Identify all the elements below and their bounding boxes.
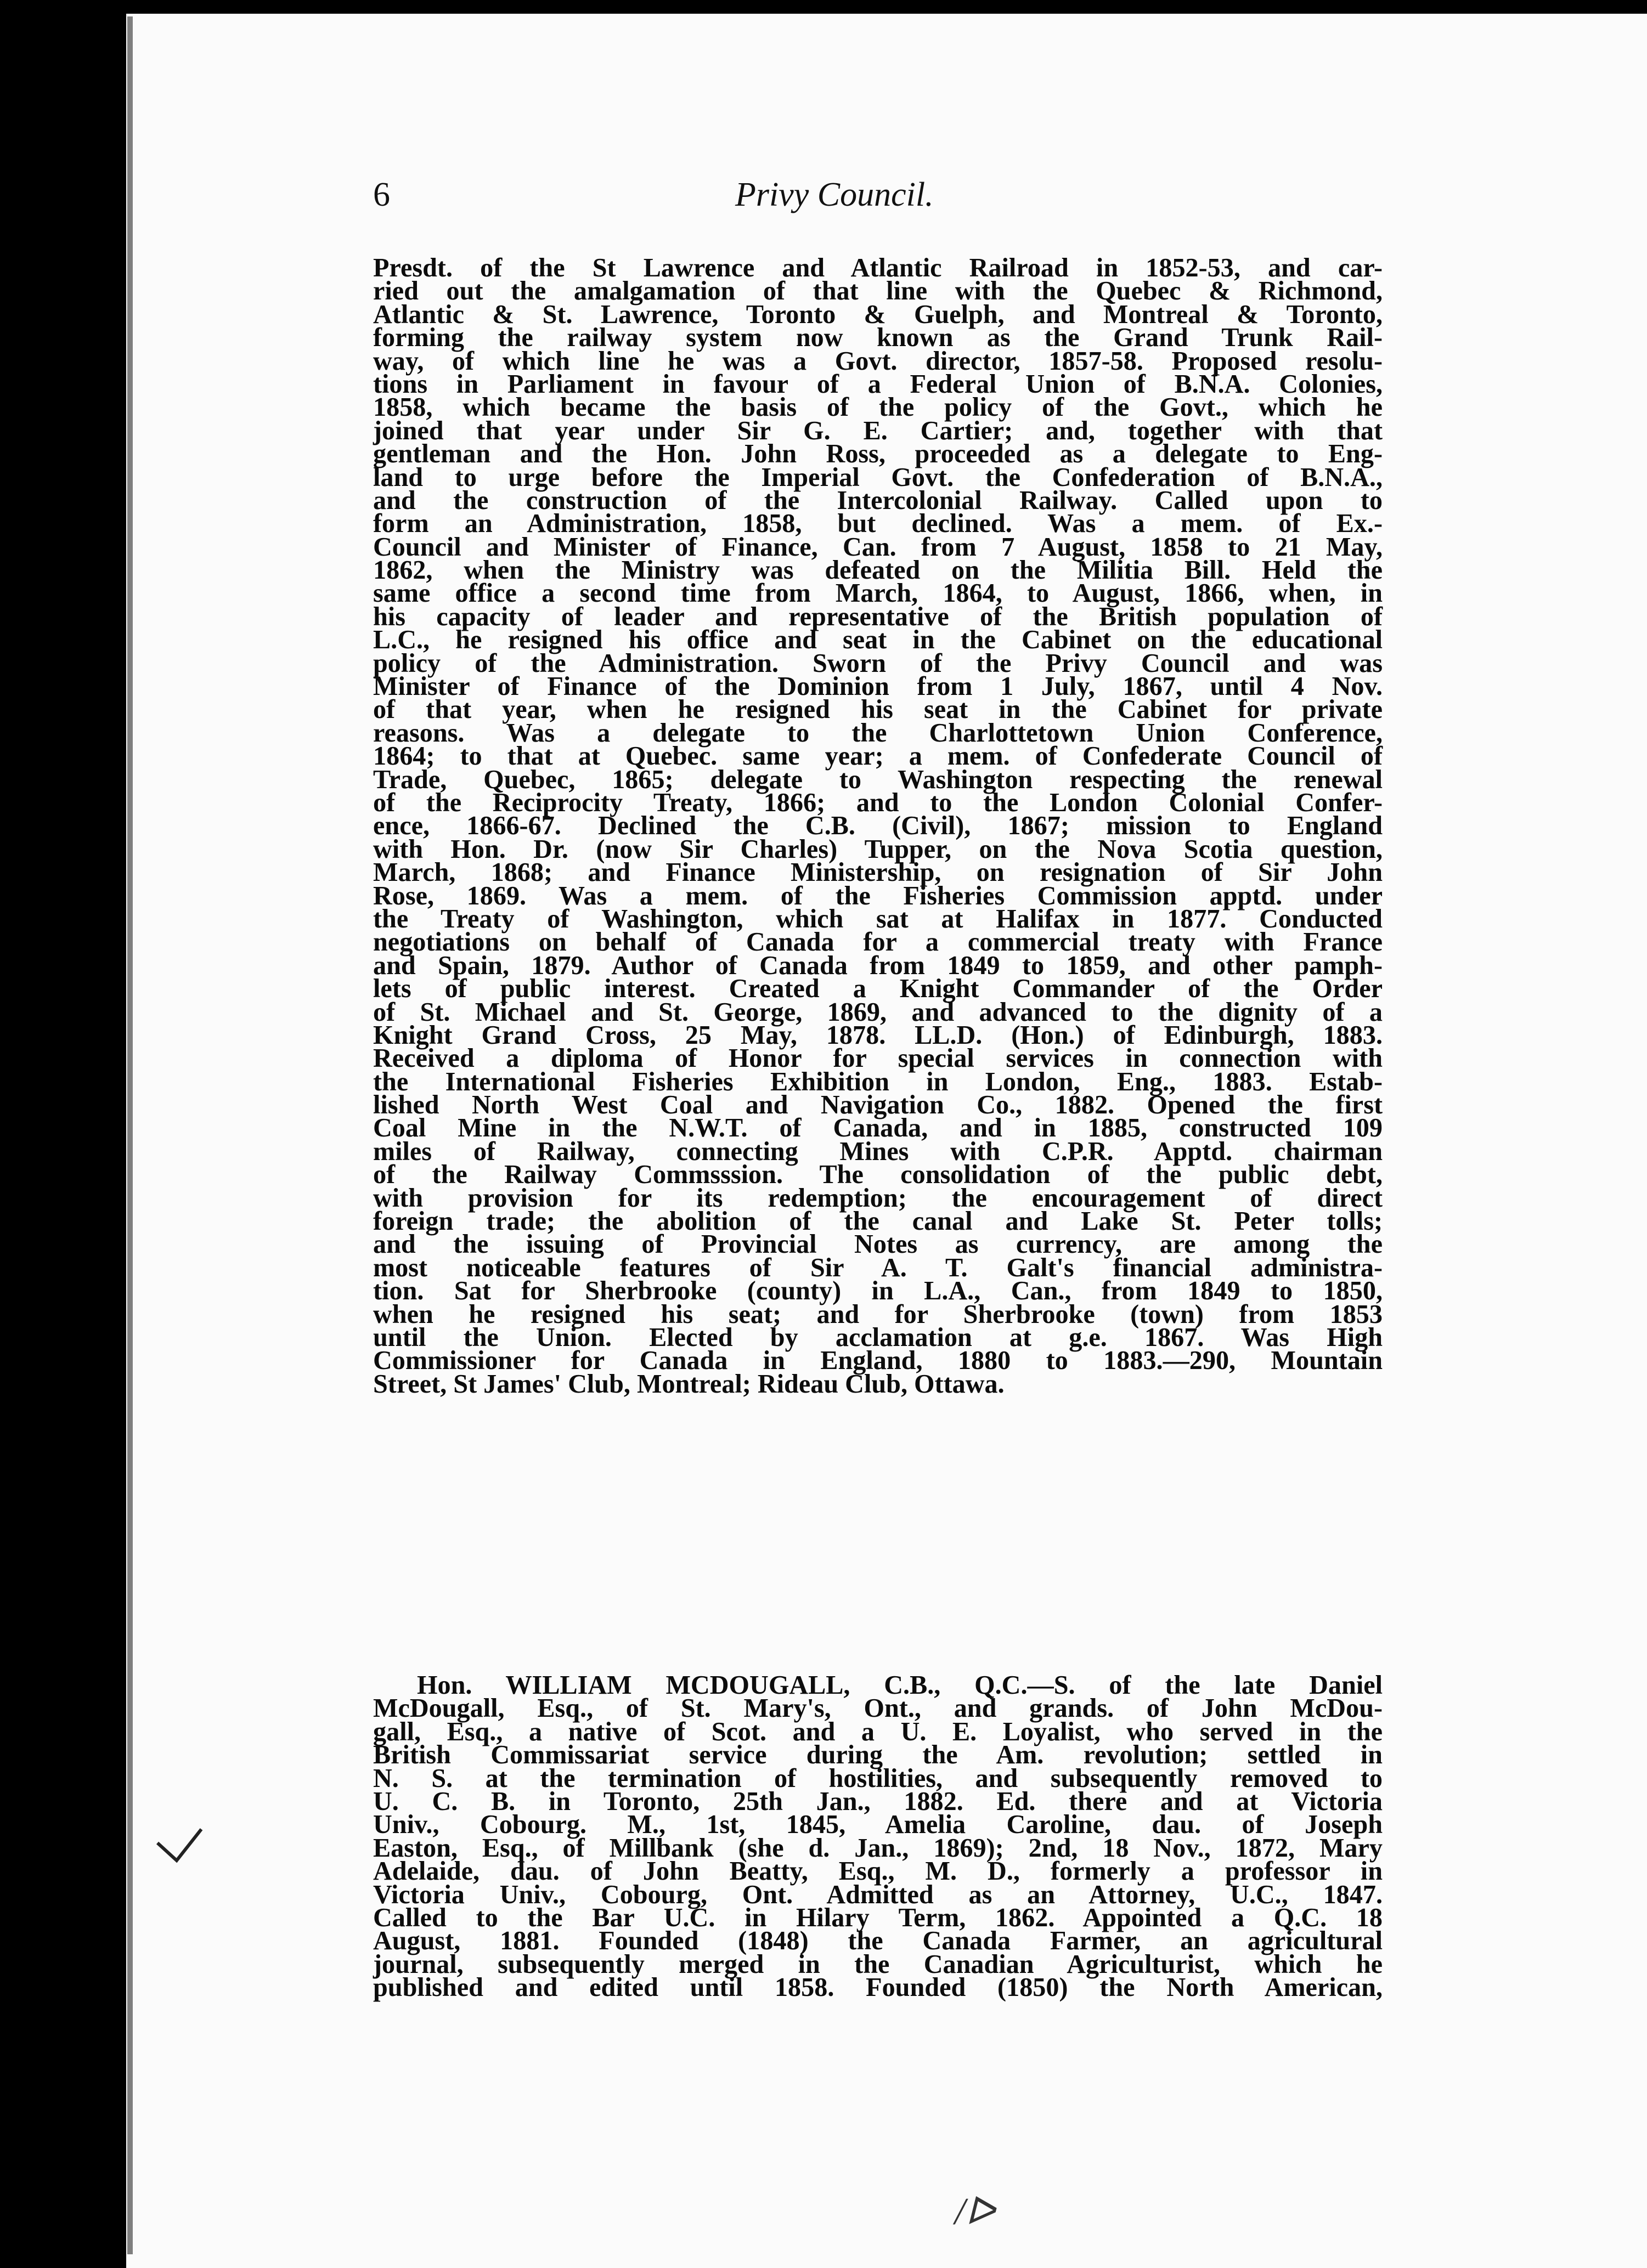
text-line: forming the railway system now known as the Grand Trunk Rail-: [373, 323, 1383, 353]
text-line: and Spain, 1879. Author of Canada from 1849 to 1859, and other pamph-: [373, 951, 1383, 980]
text-line: 1864; to that at Quebec. same year; a mem. of Confederate Council of: [373, 742, 1383, 771]
text-line: McDougall, Esq., of St. Mary's, Ont., and grands. of John McDou-: [373, 1694, 1383, 1723]
running-header: [373, 176, 1470, 225]
text-line: lished North West Coal and Navigation Co., 1882. Opened the first: [373, 1090, 1383, 1120]
text-line: Rose, 1869. Was a mem. of the Fisheries Commission apptd. under: [373, 881, 1383, 910]
text-line: ence, 1866-67. Declined the C.B. (Civil), 1867; mission to England: [373, 811, 1383, 841]
text-line: published and edited until 1858. Founded (1850) the North American,: [373, 1973, 1383, 2003]
text-line: the Treaty of Washington, which sat at Halifax in 1877. Conducted: [373, 904, 1383, 934]
text-line: miles of Railway, connecting Mines with C.P.R. Apptd. chairman: [373, 1136, 1383, 1166]
text-line: Coal Mine in the N.W.T. of Canada, and in 1885, constructed 109: [373, 1113, 1383, 1143]
text-line: Minister of Finance of the Dominion from 1 July, 1867, until 4 Nov.: [373, 672, 1383, 702]
page-edge-shadow: [127, 16, 133, 2254]
text-line: joined that year under Sir G. E. Cartier; and, together with that: [373, 416, 1383, 445]
text-line: ried out the amalgamation of that line with the Quebec & Richmond,: [373, 276, 1383, 306]
text-line: L.C., he resigned his office and seat in the Cabinet on the educational: [373, 625, 1383, 655]
text-line: most noticeable features of Sir A. T. Galt's financial administra-: [373, 1253, 1383, 1282]
text-line: Commissioner for Canada in England, 1880 to 1883.—290, Mountain: [373, 1346, 1383, 1376]
text-line: and the issuing of Provincial Notes as currency, are among the: [373, 1230, 1383, 1259]
footer-handwritten-mark: /ᐅ: [955, 2191, 995, 2233]
text-line: gentleman and the Hon. John Ross, proceeded as a delegate to Eng-: [373, 439, 1383, 469]
text-line: Knight Grand Cross, 25 May, 1878. LL.D. (Hon.) of Edinburgh, 1883.: [373, 1020, 1383, 1050]
text-line: Street, St James' Club, Montreal; Rideau Club, Ottawa.: [373, 1369, 1005, 1399]
entry-mcdougall: [373, 1671, 1383, 2003]
margin-check-mark: [155, 1826, 204, 1865]
scan-border-left: [0, 0, 126, 2268]
text-line: tions in Parliament in favour of a Federal Union of B.N.A. Colonies,: [373, 369, 1383, 399]
text-line: until the Union. Elected by acclamation at g.e. 1867. Was High: [373, 1322, 1383, 1352]
text-line: with provision for its redemption; the encouragement of direct: [373, 1183, 1383, 1213]
entry-galt-continued: [373, 253, 1383, 1399]
text-line: journal, subsequently merged in the Canadian Agriculturist, which he: [373, 1949, 1383, 1979]
text-line: policy of the Administration. Sworn of the Privy Council and was: [373, 648, 1383, 678]
text-line: way, of which line he was a Govt. director, 1857-58. Proposed resolu-: [373, 346, 1383, 376]
text-line: gall, Esq., a native of Scot. and a U. E. Loyalist, who served in the: [373, 1717, 1383, 1746]
text-line: March, 1868; and Finance Ministership, on resignation of Sir John: [373, 858, 1383, 887]
text-line: Trade, Quebec, 1865; delegate to Washington respecting the renewal: [373, 765, 1383, 794]
text-line: reasons. Was a delegate to the Charlottetown Union Conference,: [373, 718, 1383, 748]
text-line: his capacity of leader and representative of the British population of: [373, 602, 1383, 631]
text-line: 1858, which became the basis of the policy of the Govt., which he: [373, 393, 1383, 422]
text-line: Univ., Cobourg. M., 1st, 1845, Amelia Caroline, dau. of Joseph: [373, 1810, 1383, 1840]
text-line: 1862, when the Ministry was defeated on the Militia Bill. Held the: [373, 556, 1383, 585]
text-line: with Hon. Dr. (now Sir Charles) Tupper, on the Nova Scotia question,: [373, 834, 1383, 864]
text-line: Presdt. of the St Lawrence and Atlantic Railroad in 1852-53, and car-: [373, 253, 1383, 282]
text-line: of that year, when he resigned his seat in the Cabinet for private: [373, 695, 1383, 725]
text-line: of the Railway Commsssion. The consolidation of the public debt,: [373, 1160, 1383, 1190]
text-line: when he resigned his seat; and for Sherbrooke (town) from 1853: [373, 1299, 1383, 1329]
text-line: Adelaide, dau. of John Beatty, Esq., M. D., formerly a professor in: [373, 1857, 1383, 1886]
text-line: Received a diploma of Honor for special services in connection with: [373, 1044, 1383, 1073]
text-line: Hon. WILLIAM MCDOUGALL, C.B., Q.C.—S. of the late Daniel: [417, 1671, 1383, 1700]
text-line: same office a second time from March, 1864, to August, 1866, when, in: [373, 579, 1383, 608]
text-line: of St. Michael and St. George, 1869, and advanced to the dignity of a: [373, 997, 1383, 1027]
text-line: Victoria Univ., Cobourg, Ont. Admitted as an Attorney, U.C., 1847.: [373, 1880, 1383, 1909]
page-title: Privy Council.: [735, 176, 934, 213]
text-line: U. C. B. in Toronto, 25th Jan., 1882. Ed. there and at Victoria: [373, 1786, 1383, 1816]
text-line: the International Fisheries Exhibition in London, Eng., 1883. Estab-: [373, 1067, 1383, 1096]
text-line: tion. Sat for Sherbrooke (county) in L.A., Can., from 1849 to 1850,: [373, 1276, 1383, 1306]
text-line: British Commissariat service during the Am. revolution; settled in: [373, 1740, 1383, 1770]
text-line: negotiations on behalf of Canada for a commercial treaty with France: [373, 927, 1383, 957]
page-number: 6: [373, 176, 390, 213]
text-line: August, 1881. Founded (1848) the Canada Farmer, an agricultural: [373, 1926, 1383, 1956]
text-line: and the construction of the Intercolonial Railway. Called upon to: [373, 485, 1383, 515]
text-line: lets of public interest. Created a Knight Commander of the Order: [373, 974, 1383, 1004]
text-line: of the Reciprocity Treaty, 1866; and to the London Colonial Confer-: [373, 788, 1383, 817]
text-line: land to urge before the Imperial Govt. the Confederation of B.N.A.,: [373, 462, 1383, 492]
text-line: Council and Minister of Finance, Can. from 7 August, 1858 to 21 May,: [373, 532, 1383, 562]
text-line: foreign trade; the abolition of the canal and Lake St. Peter tolls;: [373, 1207, 1383, 1236]
text-line: Atlantic & St. Lawrence, Toronto & Guelph, and Montreal & Toronto,: [373, 299, 1383, 329]
text-line: Called to the Bar U.C. in Hilary Term, 1862. Appointed a Q.C. 18: [373, 1903, 1383, 1932]
text-line: Easton, Esq., of Millbank (she d. Jan., 1869); 2nd, 18 Nov., 1872, Mary: [373, 1833, 1383, 1863]
text-line: N. S. at the termination of hostilities, and subsequently removed to: [373, 1763, 1383, 1793]
text-line: form an Administration, 1858, but declined. Was a mem. of Ex.-: [373, 509, 1383, 539]
